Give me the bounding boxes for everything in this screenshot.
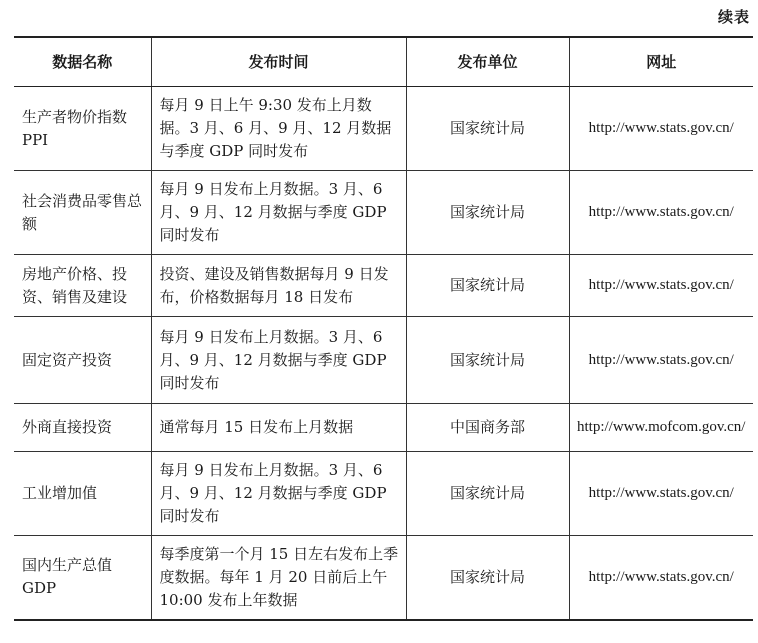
data-name-cell: 国内生产总值 GDP [14,536,151,620]
header-data-name: 数据名称 [14,37,151,87]
table-row [14,171,753,255]
publisher-cell: 国家统计局 [406,171,569,255]
publisher-cell: 国家统计局 [406,87,569,171]
release-time-cell: 每季度第一个月 15 日左右发布上季度数据。每年 1 月 20 日前后上午 10:00 发布上年数据 [151,536,406,620]
header-row [14,37,753,87]
website-cell: http://www.stats.gov.cn/ [569,536,753,620]
data-name-cell: 房地产价格、投资、销售及建设 [14,255,151,317]
data-name-cell: 固定资产投资 [14,317,151,404]
table-row [14,452,753,536]
publisher-cell: 国家统计局 [406,536,569,620]
website-cell: http://www.stats.gov.cn/ [569,255,753,317]
release-time-cell: 每月 9 日发布上月数据。3 月、6 月、9 月、12 月数据与季度 GDP 同时发布 [151,171,406,255]
continued-label: 续表 [717,8,750,26]
header-website: 网址 [569,37,753,87]
website-cell: http://www.stats.gov.cn/ [569,452,753,536]
header-release-time: 发布时间 [151,37,406,87]
table-row [14,404,753,452]
website-cell: http://www.stats.gov.cn/ [569,317,753,404]
release-time-cell: 每月 9 日发布上月数据。3 月、6 月、9 月、12 月数据与季度 GDP 同时发布 [151,452,406,536]
table-row [14,317,753,404]
header-publisher: 发布单位 [406,37,569,87]
website-cell: http://www.stats.gov.cn/ [569,171,753,255]
release-time-cell: 每月 9 日上午 9:30 发布上月数据。3 月、6 月、9 月、12 月数据与季度 GDP 同时发布 [151,87,406,171]
publisher-cell: 中国商务部 [406,404,569,452]
data-name-cell: 工业增加值 [14,452,151,536]
publisher-cell: 国家统计局 [406,255,569,317]
release-time-cell: 通常每月 15 日发布上月数据 [151,404,406,452]
release-time-cell: 每月 9 日发布上月数据。3 月、6 月、9 月、12 月数据与季度 GDP 同时发布 [151,317,406,404]
website-cell: http://www.mofcom.gov.cn/ [569,404,753,452]
website-cell: http://www.stats.gov.cn/ [569,87,753,171]
data-name-cell: 生产者物价指数 PPI [14,87,151,171]
publisher-cell: 国家统计局 [406,452,569,536]
table-row [14,87,753,171]
data-release-table [14,36,753,621]
release-time-cell: 投资、建设及销售数据每月 9 日发布，价格数据每月 18 日发布 [151,255,406,317]
table-row [14,536,753,620]
publisher-cell: 国家统计局 [406,317,569,404]
data-name-cell: 外商直接投资 [14,404,151,452]
data-name-cell: 社会消费品零售总额 [14,171,151,255]
table-row [14,255,753,317]
